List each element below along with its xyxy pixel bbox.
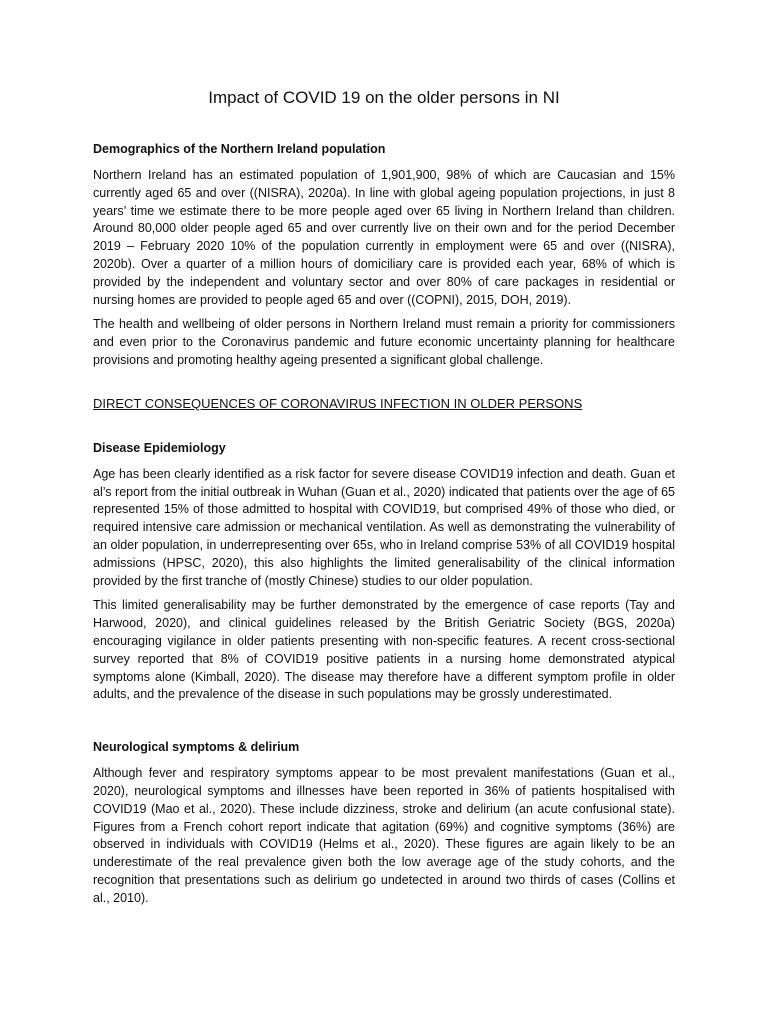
section-neurological-symptoms	[93, 738, 675, 907]
document-page	[93, 86, 675, 915]
paragraph-neurological-1: Although fever and respiratory symptoms appear to be most prevalent manifestations (Guan et al., 2020), neurological symptoms and illnesses have been reported in 36% of patients hospitalised with COVID19 (Mao et al., 2020). These include dizziness, stroke and delirium (an acute confusional state). Figures from a French cohort report indicate that agitation (69%) and cognitive symptoms (36%) are observed in individuals with COVID19 (Helms et al., 2020). These figures are again likely to be an underestimate of the real prevalence given both the low average age of the study cohorts, and the recognition that presentations such as delirium go undetected in around two thirds of cases (Collins et al., 2010).	[93, 766, 675, 905]
section-heading-neurological-symptoms: Neurological symptoms & delirium	[93, 740, 300, 755]
paragraph-demographics-1: Northern Ireland has an estimated population of 1,901,900, 98% of which are Caucasian and 15% currently aged 65 and over ((NISRA), 2020a). In line with global ageing population projections, in just 8 years’ time we estimate there to be more people aged over 65 living in Northern Ireland than children. Around 80,000 older people aged 65 and over currently live on their own and for the period December 2019 – February 2020 10% of the population currently in employment were 65 and over ((NISRA), 2020b). Over a quarter of a million hours of domiciliary care is provided each year, 68% of which is provided by the independent and voluntary sector and over 80% of care packages in residential or nursing homes are provided to people aged 65 and over ((COPNI), 2015, DOH, 2019).	[93, 168, 675, 307]
section-direct-consequences	[93, 395, 675, 413]
paragraph-epidemiology-2: This limited generalisability may be further demonstrated by the emergence of case reports (Tay and Harwood, 2020), and clinical guidelines released by the British Geriatric Society (BGS, 2020a) encouraging vigilance in older patients presenting with non-specific features. A recent cross-sectional survey reported that 8% of COVID19 positive patients in a nursing home demonstrated atypical symptoms alone (Kimball, 2020). The disease may therefore have a different symptom profile in older adults, and the prevalence of the disease in such populations may be grossly underestimated.	[93, 598, 675, 702]
section-heading-demographics: Demographics of the Northern Ireland population	[93, 142, 386, 156]
paragraph-epidemiology-1: Age has been clearly identified as a risk factor for severe disease COVID19 infection and death. Guan et al’s report from the initial outbreak in Wuhan (Guan et al., 2020) indicated that patients over the age of 65 represented 15% of those admitted to hospital with COVID19, but comprised 49% of those who died, or required intensive care admission or mechanical ventilation. As well as demonstrating the vulnerability of an older population, in underrepresenting over 65s, who in Ireland comprise 53% of all COVID19 hospital admissions (HPSC, 2020), this also highlights the limited generalisability of the clinical information provided by the first tranche of (mostly Chinese) studies to our older population.	[93, 466, 675, 588]
document-title: Impact of COVID 19 on the older persons in NI	[208, 88, 560, 107]
paragraph-demographics-2: The health and wellbeing of older persons in Northern Ireland must remain a priority for commissioners and even prior to the Coronavirus pandemic and future economic uncertainty planning for healthcare provisions and promoting healthy ageing presented a significant global challenge.	[93, 317, 675, 367]
section-demographics	[93, 140, 675, 370]
section-heading-direct-consequences: DIRECT CONSEQUENCES OF CORONAVIRUS INFECTION IN OLDER PERSONS	[93, 395, 583, 411]
section-disease-epidemiology	[93, 439, 675, 704]
section-heading-disease-epidemiology: Disease Epidemiology	[93, 440, 226, 455]
